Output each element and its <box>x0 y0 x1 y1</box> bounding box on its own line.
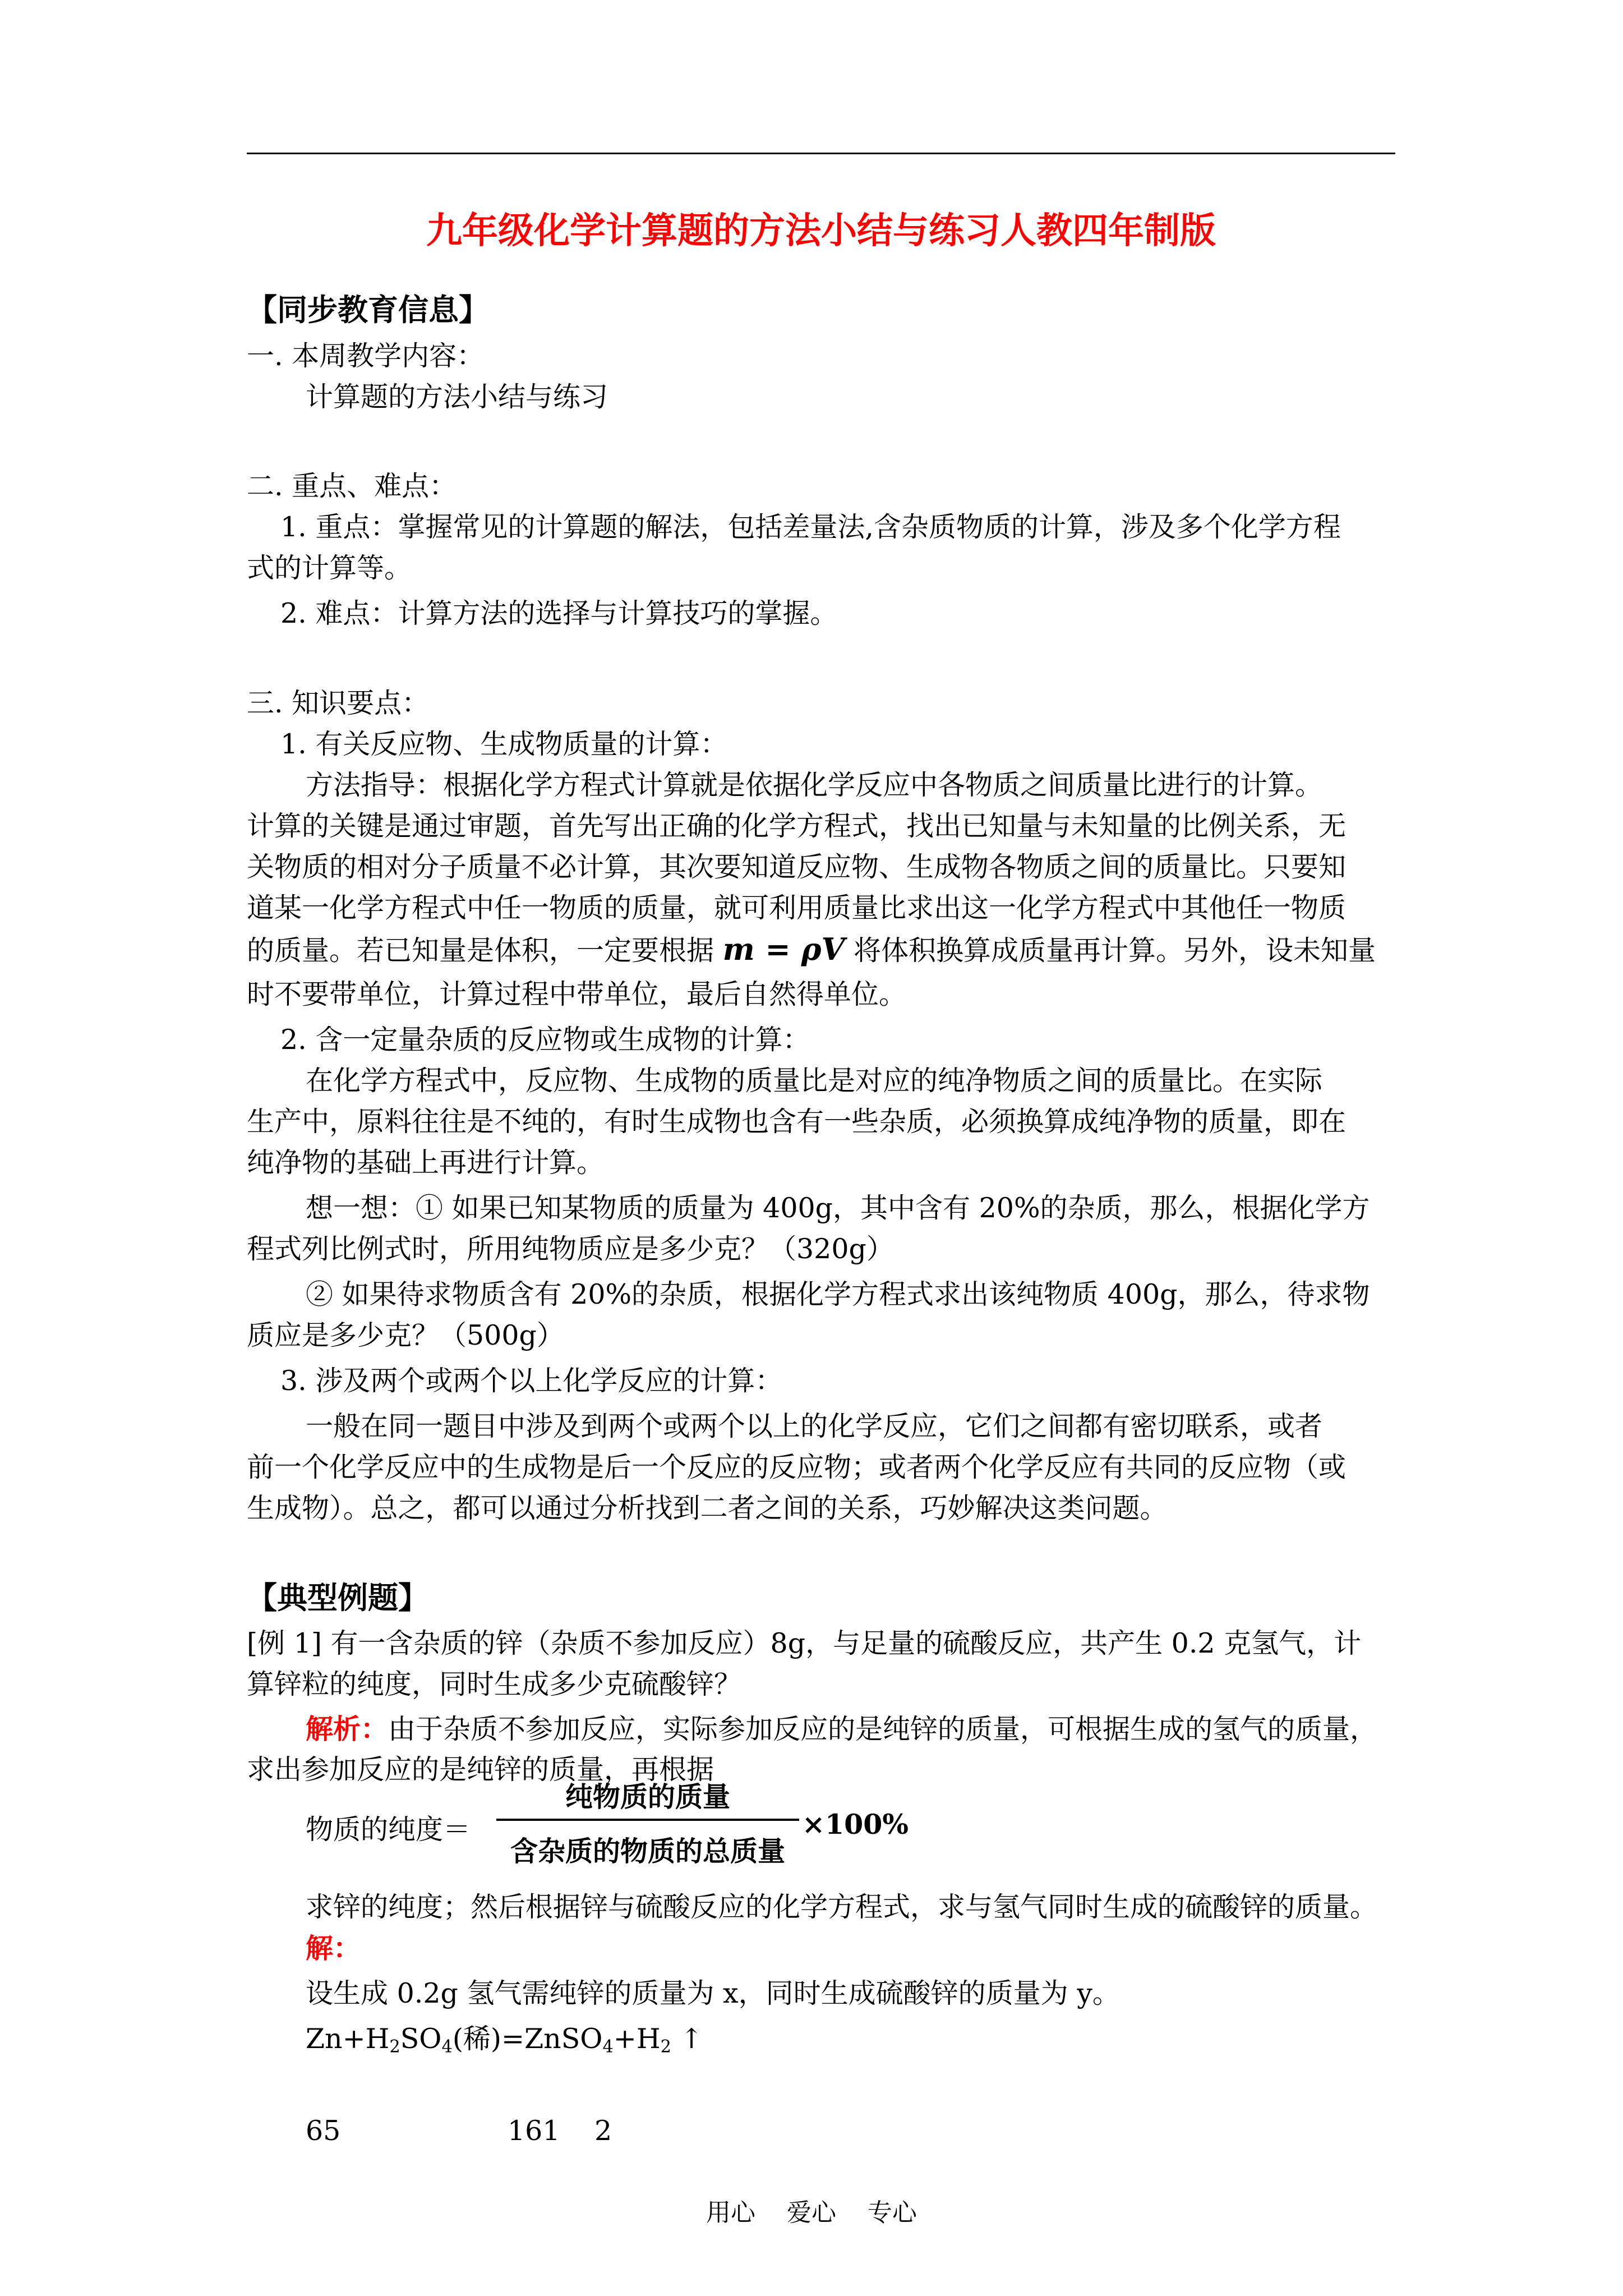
knowledge-1-line-4: 道某一化学方程式中任一物质的质量，就可利用质量比求出这一化学方程式中其他任一物质 <box>247 892 1347 924</box>
knowledge-2-line-6: ② 如果待求物质含有 20%的杂质，根据化学方程式求出该纯物质 400g，那么，待求物 <box>306 1278 1370 1310</box>
knowledge-2-line-2: 生产中，原料往往是不纯的，有时生成物也含有一些杂质，必须换算成纯净物的质量，即在 <box>247 1106 1347 1138</box>
purity-formula-lhs: 物质的纯度＝ <box>306 1814 471 1846</box>
examples-heading: 【典型例题】 <box>247 1580 428 1616</box>
equation-subscript: 2 <box>660 2037 671 2057</box>
molar-mass-znso4: 161 <box>508 2115 560 2147</box>
equation-part: +H <box>613 2023 661 2055</box>
knowledge-2-heading: 2. 含一定量杂质的反应物或生成物的计算： <box>280 1024 810 1056</box>
equation-part: Zn+H <box>306 2023 390 2055</box>
purity-formula <box>306 1775 1203 1888</box>
analysis-line-2: 求出参加反应的是纯锌的质量，再根据 <box>247 1754 714 1786</box>
equation-subscript: 4 <box>602 2037 614 2057</box>
key-point-1-line-1: 1. 重点：掌握常见的计算题的解法，包括差量法,含杂质物质的计算，涉及多个化学方程 <box>280 511 1341 543</box>
equation-subscript: 2 <box>389 2037 400 2057</box>
purity-formula-numerator: 纯物质的质量 <box>565 1780 730 1813</box>
solution-label: 解： <box>306 1932 361 1964</box>
knowledge-2-line-3: 纯净物的基础上再进行计算。 <box>247 1147 605 1179</box>
example-1-line-1: [例 1] 有一含杂质的锌（杂质不参加反应）8g，与足量的硫酸反应，共产生 0.2 克氢气，计 <box>247 1627 1362 1659</box>
analysis-line-3: 求锌的纯度；然后根据锌与硫酸反应的化学方程式，求与氢气同时生成的硫酸锌的质量。 <box>306 1891 1378 1923</box>
purity-formula-multiplier: ×100% <box>802 1808 909 1841</box>
analysis-line-1-text: 由于杂质不参加反应，实际参加反应的是纯锌的质量，可根据生成的氢气的质量， <box>388 1713 1378 1745</box>
page-title: 九年级化学计算题的方法小结与练习人教四年制版 <box>426 210 1216 252</box>
knowledge-1-line-6: 时不要带单位，计算过程中带单位，最后自然得单位。 <box>247 978 907 1010</box>
molar-mass-zn: 65 <box>306 2115 341 2147</box>
knowledge-3-line-1: 一般在同一题目中涉及到两个或两个以上的化学反应，它们之间都有密切联系，或者 <box>306 1410 1323 1442</box>
fraction-bar <box>496 1819 799 1821</box>
example-1-line-2: 算锌粒的纯度，同时生成多少克硫酸锌？ <box>247 1668 742 1700</box>
solution-line-1: 设生成 0.2g 氢气需纯锌的质量为 x，同时生成硫酸锌的质量为 y。 <box>306 1977 1120 2009</box>
knowledge-1-line-3: 关物质的相对分子质量不必计算，其次要知道反应物、生成物各物质之间的质量比。只要知 <box>247 851 1347 883</box>
header-rule <box>247 153 1395 154</box>
mass-density-formula: m = ρV <box>722 931 845 967</box>
knowledge-3-heading: 3. 涉及两个或两个以上化学反应的计算： <box>280 1365 783 1397</box>
knowledge-3-line-3: 生成物）。总之，都可以通过分析找到二者之间的关系，巧妙解决这类问题。 <box>247 1492 1168 1524</box>
knowledge-2-line-5: 程式列比例式时，所用纯物质应是多少克？（320g） <box>247 1233 894 1265</box>
key-points-heading: 二. 重点、难点： <box>247 470 457 502</box>
knowledge-1-line-5 <box>247 931 1376 969</box>
molar-mass-h2: 2 <box>594 2115 612 2147</box>
knowledge-3-line-2: 前一个化学反应中的生成物是后一个反应的反应物；或者两个化学反应有共同的反应物（或 <box>247 1451 1347 1483</box>
analysis-line-1 <box>306 1711 1377 1747</box>
purity-formula-denominator: 含杂质的物质的总质量 <box>510 1835 785 1867</box>
gas-arrow: ↑ <box>671 2023 703 2055</box>
key-point-2: 2. 难点：计算方法的选择与计算技巧的掌握。 <box>280 597 838 629</box>
knowledge-2-line-1: 在化学方程式中，反应物、生成物的质量比是对应的纯净物质之间的质量比。在实际 <box>306 1065 1323 1097</box>
equation-part: SO <box>400 2023 442 2055</box>
knowledge-1-line-5-start: 的质量。若已知量是体积，一定要根据 <box>247 935 714 967</box>
analysis-label: 解析： <box>306 1713 389 1745</box>
knowledge-2-line-4: 想一想：① 如果已知某物质的质量为 400g，其中含有 20%的杂质，那么，根据化学方 <box>306 1192 1370 1224</box>
chemical-equation <box>306 2021 703 2065</box>
equation-part: (稀)=ZnSO <box>452 2023 603 2055</box>
page-footer: 用心 爱心 专心 <box>706 2198 917 2227</box>
knowledge-1-heading: 1. 有关反应物、生成物质量的计算： <box>280 728 728 760</box>
knowledge-2-line-7: 质应是多少克？（500g） <box>247 1319 564 1351</box>
sync-info-heading: 【同步教育信息】 <box>247 292 489 328</box>
knowledge-1-line-5-end: 将体积换算成质量再计算。另外，设未知量 <box>853 935 1376 967</box>
knowledge-1-line-2: 计算的关键是通过审题，首先写出正确的化学方程式，找出已知量与未知量的比例关系，无 <box>247 810 1347 842</box>
week-content-text: 计算题的方法小结与练习 <box>306 381 608 413</box>
key-point-1-line-2: 式的计算等。 <box>247 552 412 584</box>
knowledge-heading: 三. 知识要点： <box>247 687 430 719</box>
equation-subscript: 4 <box>441 2037 453 2057</box>
knowledge-1-line-1: 方法指导：根据化学方程式计算就是依据化学反应中各物质之间质量比进行的计算。 <box>306 769 1323 801</box>
week-content-heading: 一. 本周教学内容： <box>247 340 485 372</box>
